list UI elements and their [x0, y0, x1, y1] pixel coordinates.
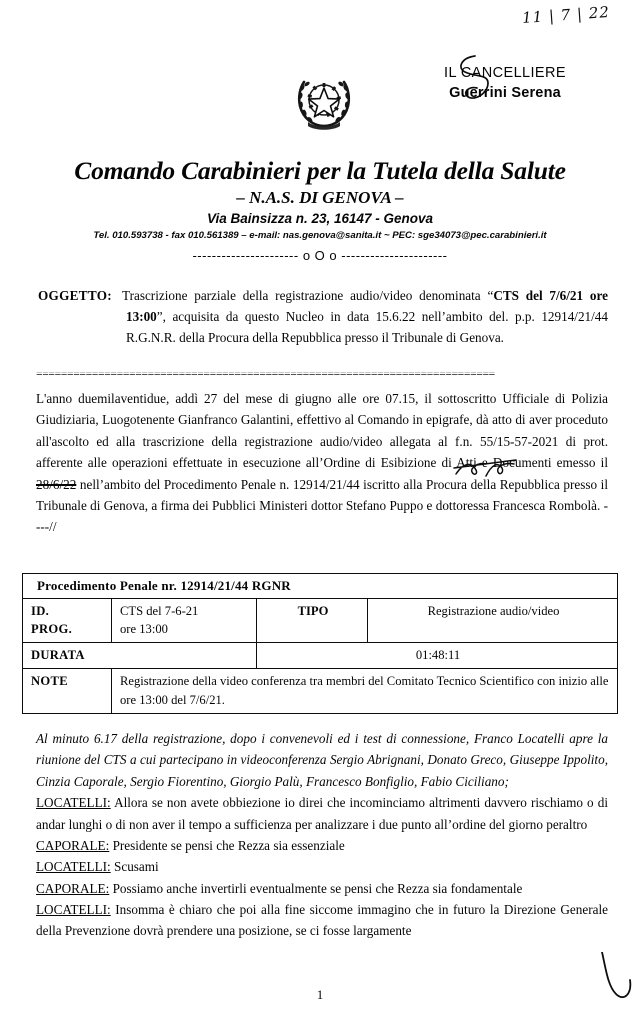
oggetto-block: [38, 286, 608, 349]
transcript-speech: Possiamo anche invertirli eventualmente se pensi che Rezza sia fondamentale: [109, 880, 523, 896]
cell-tipo-value: Registrazione audio/video: [368, 598, 618, 643]
header-ornament-rule: [0, 248, 640, 263]
procedure-table: [22, 573, 618, 714]
transcript-turn: [36, 899, 608, 942]
transcript-speaker: LOCATELLI:: [36, 795, 111, 811]
cancelliere-block: [390, 64, 620, 103]
rule-left-dashes: ----------------------: [192, 248, 299, 263]
cancelliere-name: Guerrini Serena: [449, 84, 561, 101]
cell-id-prog-value: [112, 598, 257, 643]
cell-durata-label: DURATA: [23, 643, 257, 669]
transcript-speech: Scusami: [110, 859, 159, 875]
transcript-turn: [36, 878, 608, 899]
organization-title: Comando Carabinieri per la Tutela della Salute: [74, 156, 566, 185]
table-header-procedimento: Procedimento Penale nr. 12914/21/44 RGNR: [23, 574, 618, 599]
section-separator: ==========================================================================: [36, 372, 495, 379]
transcript-turn: [36, 856, 608, 877]
table-row-note: [23, 669, 618, 714]
oggetto-label: OGGETTO:: [38, 288, 112, 303]
id-prog-value-line2: ore 13:00: [120, 622, 168, 637]
transcript-turn: [36, 792, 608, 835]
transcript-speech: Allora se non avete obbiezione io direi che incominciamo altrimenti davvero rischiamo o di andar lunghi o di non aver il tempo a sufficienza per analizzare i due punto all’ordine del giorno peraltro: [36, 795, 608, 832]
transcript-speech: Insomma è chiaro che poi alla fine siccome immagino che in futuro la Direzione Generale della Prevenzione dovrà prendere una posizione, se ci fosse largamente: [36, 902, 608, 939]
organization-contacts: Tel. 010.593738 - fax 010.561389 – e-mail: nas.genova@sanita.it ~ PEC: sge34073@pec.carabinieri.it: [93, 230, 547, 241]
transcript-lead: Al minuto 6.17 della registrazione, dopo i convenevoli ed i test di connessione, Franco Locatelli apre la riunione del CTS a cui partecipano in videoconferenza Sergio Abrignani, Donato Greco, Giuseppe Ippolito, Cinzia Caporale, Sergio Fiorentino, Giorgio Palù, Francesco Bonfiglio, Fabio Ciciliano;: [36, 731, 608, 789]
rule-right-dashes: ----------------------: [341, 248, 448, 263]
cell-durata-value: 01:48:11: [257, 643, 618, 669]
cell-id-prog-label: [23, 598, 112, 643]
handwritten-date-annotation: [521, 3, 610, 27]
id-prog-label-line2: PROG.: [31, 622, 73, 637]
transcript-speaker: CAPORALE:: [36, 837, 110, 853]
intro-paragraph: [36, 388, 608, 538]
transcript-speaker: CAPORALE:: [36, 880, 110, 896]
organization-address: Via Bainsizza n. 23, 16147 - Genova: [206, 211, 434, 226]
cancelliere-label: IL CANCELLIERE: [444, 65, 566, 81]
table-row-durata: [23, 643, 618, 669]
transcript-speaker: LOCATELLI:: [36, 859, 111, 875]
handwritten-date-text: 11 | 7 | 22: [521, 2, 611, 28]
organization-subtitle: – N.A.S. DI GENOVA –: [236, 188, 404, 207]
table-row-header: [23, 574, 618, 599]
cell-note-label: NOTE: [23, 669, 112, 714]
transcript-speech: Presidente se pensi che Rezza sia essenziale: [109, 837, 345, 853]
transcript-block: [36, 728, 608, 942]
intro-text-part2: nell’ambito del Procedimento Penale n. 12914/21/44 iscritto alla Procura della Repubblica presso il Tribunale di Genova, a firma dei Pubblici Ministeri dottor Stefano Puppo e dottoressa Francesca Rombolà. ----//: [36, 476, 608, 535]
page-number: 1: [316, 987, 324, 1002]
oggetto-text-part1: Trascrizione parziale della registrazione audio/video denominata “: [121, 288, 494, 303]
italian-republic-emblem-icon: [295, 68, 353, 140]
cell-note-value: Registrazione della video conferenza tra membri del Comitato Tecnico Scientifico con inizio alle ore 13:00 del 7/6/21.: [112, 669, 618, 714]
transcript-turn: [36, 835, 608, 856]
struck-order-date: 28/6/22: [36, 476, 77, 492]
id-prog-value-line1: CTS del 7-6-21: [120, 603, 199, 618]
id-prog-label-line1: ID.: [31, 603, 50, 618]
cell-tipo-label: TIPO: [257, 598, 368, 643]
oggetto-text-part2: ”, acquisita da questo Nucleo in data 15.6.22 nell’ambito del. p.p. 12914/21/44 R.G.N.R. della Procura della Repubblica presso il Tribunale di Genova.: [126, 308, 608, 345]
rule-center-ooo: o O o: [302, 248, 338, 263]
oggetto-recording-name: CTS del 7/6/21 ore 13:00: [126, 288, 608, 324]
intro-text-part1: L'anno duemilaventidue, addì 27 del mese di giugno alle ore 07.15, il sottoscritto Ufficiale di Polizia Giudiziaria, Luogotenente Gianfranco Galantini, effettivo al Comando in epigrafe, dà atto di aver proceduto all'ascolto ed alla trascrizione della registrazione audio/video allegata al f.n. 55/15-57-2021 di prot. afferente alle operazioni effettuate in esecuzione all’Ordine di Esibizione di Atti e Documenti emesso il: [36, 391, 608, 471]
transcript-speaker: LOCATELLI:: [36, 902, 111, 917]
